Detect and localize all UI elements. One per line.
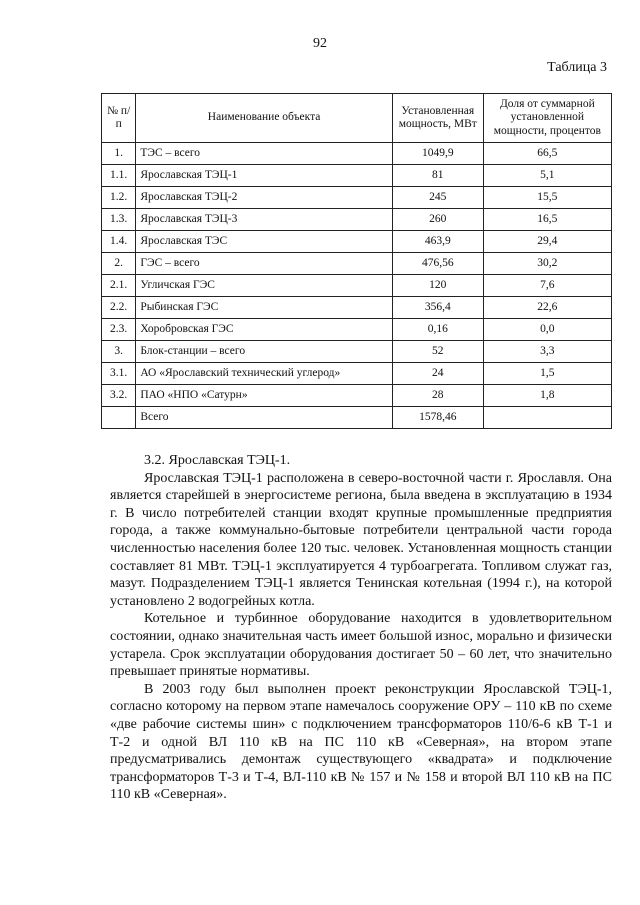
table-row <box>102 143 612 165</box>
cell-num: 3.1. <box>102 363 136 385</box>
page-number: 92 <box>313 36 327 51</box>
cell-share: 22,6 <box>483 297 611 319</box>
cell-name: Всего <box>136 407 393 429</box>
table-row <box>102 407 612 429</box>
cell-share: 66,5 <box>483 143 611 165</box>
cell-name: Ярославская ТЭЦ-3 <box>136 209 393 231</box>
cell-share: 15,5 <box>483 187 611 209</box>
cell-share: 30,2 <box>483 253 611 275</box>
cell-share: 1,5 <box>483 363 611 385</box>
header-share: Доля от суммарной установленной мощности, процентов <box>483 94 611 143</box>
cell-name: Ярославская ТЭС <box>136 231 393 253</box>
paragraph: Ярославская ТЭЦ-1 расположена в северо-восточной части г. Ярославля. Она является старейшей в энергосистеме региона, была введена в эксплуатацию в 1934 г. В число потребителей станции входят крупные промышленные предприятия города, а также коммунально-бытовые потребители центральной части города численностью населения более 120 тыс. человек. Установленная мощность станции составляет 81 МВт. ТЭЦ-1 эксплуатируется 4 турбоагрегата. Топливом служат газ, мазут. Подразделением ТЭЦ-1 является Тенинская котельная (1994 г.), на которой установлено 2 водогрейных котла. <box>110 470 612 609</box>
table-row <box>102 385 612 407</box>
paragraph: В 2003 году был выполнен проект реконструкции Ярославской ТЭЦ-1, согласно которому на первом этапе намечалось сооружение ОРУ – 110 кВ по схеме «две рабочие системы шин» с подключением трансформаторов 110/6-6 кВ Т-1 и Т-2 и одной ВЛ 110 кВ на ПС 110 кВ «Северная», на втором этапе предусматривались демонтаж существующего «квадрата» и подключение трансформаторов Т-3 и Т-4, ВЛ-110 кВ № 157 и № 158 и второй ВЛ 110 кВ на ПС 110 кВ «Северная». <box>110 681 612 803</box>
table-row <box>102 319 612 341</box>
section-heading: 3.2. Ярославская ТЭЦ-1. <box>144 453 291 468</box>
section-text <box>110 452 612 804</box>
cell-num: 3. <box>102 341 136 363</box>
cell-num: 1.3. <box>102 209 136 231</box>
cell-power: 476,56 <box>392 253 483 275</box>
table-body <box>102 143 612 429</box>
cell-share <box>483 407 611 429</box>
table-row <box>102 209 612 231</box>
cell-power: 260 <box>392 209 483 231</box>
table-header-row <box>102 94 612 143</box>
table-row <box>102 297 612 319</box>
table-row <box>102 363 612 385</box>
cell-num: 2.3. <box>102 319 136 341</box>
power-capacity-table <box>101 93 612 429</box>
cell-power: 24 <box>392 363 483 385</box>
table-row <box>102 341 612 363</box>
cell-name: Угличская ГЭС <box>136 275 393 297</box>
cell-num: 2. <box>102 253 136 275</box>
header-num: № п/п <box>102 94 136 143</box>
cell-name: Хоробровская ГЭС <box>136 319 393 341</box>
table-row <box>102 165 612 187</box>
cell-power: 28 <box>392 385 483 407</box>
cell-share: 5,1 <box>483 165 611 187</box>
cell-num: 1.2. <box>102 187 136 209</box>
header-name: Наименование объекта <box>136 94 393 143</box>
cell-name: ТЭС – всего <box>136 143 393 165</box>
cell-num: 3.2. <box>102 385 136 407</box>
cell-power: 0,16 <box>392 319 483 341</box>
cell-power: 52 <box>392 341 483 363</box>
cell-num: 1.4. <box>102 231 136 253</box>
cell-share: 0,0 <box>483 319 611 341</box>
cell-power: 1049,9 <box>392 143 483 165</box>
cell-power: 120 <box>392 275 483 297</box>
cell-power: 81 <box>392 165 483 187</box>
cell-share: 7,6 <box>483 275 611 297</box>
cell-power: 463,9 <box>392 231 483 253</box>
cell-name: АО «Ярославский технический углерод» <box>136 363 393 385</box>
cell-power: 1578,46 <box>392 407 483 429</box>
cell-name: ГЭС – всего <box>136 253 393 275</box>
cell-name: Ярославская ТЭЦ-1 <box>136 165 393 187</box>
cell-share: 3,3 <box>483 341 611 363</box>
cell-share: 1,8 <box>483 385 611 407</box>
cell-num: 1.1. <box>102 165 136 187</box>
table-row <box>102 253 612 275</box>
paragraph: Котельное и турбинное оборудование находится в удовлетворительном состоянии, однако значительная часть имеет большой износ, морально и физически устарела. Срок эксплуатации оборудования достигает 50 – 60 лет, что значительно превышает принятые нормативы. <box>110 611 612 680</box>
table-row <box>102 275 612 297</box>
cell-name: Рыбинская ГЭС <box>136 297 393 319</box>
cell-num <box>102 407 136 429</box>
table-row <box>102 187 612 209</box>
header-power: Установленная мощность, МВт <box>392 94 483 143</box>
cell-power: 245 <box>392 187 483 209</box>
cell-name: Блок-станции – всего <box>136 341 393 363</box>
cell-num: 1. <box>102 143 136 165</box>
cell-share: 16,5 <box>483 209 611 231</box>
cell-num: 2.1. <box>102 275 136 297</box>
table-caption: Таблица 3 <box>547 60 607 75</box>
table-row <box>102 231 612 253</box>
cell-name: Ярославская ТЭЦ-2 <box>136 187 393 209</box>
cell-num: 2.2. <box>102 297 136 319</box>
cell-name: ПАО «НПО «Сатурн» <box>136 385 393 407</box>
cell-share: 29,4 <box>483 231 611 253</box>
cell-power: 356,4 <box>392 297 483 319</box>
